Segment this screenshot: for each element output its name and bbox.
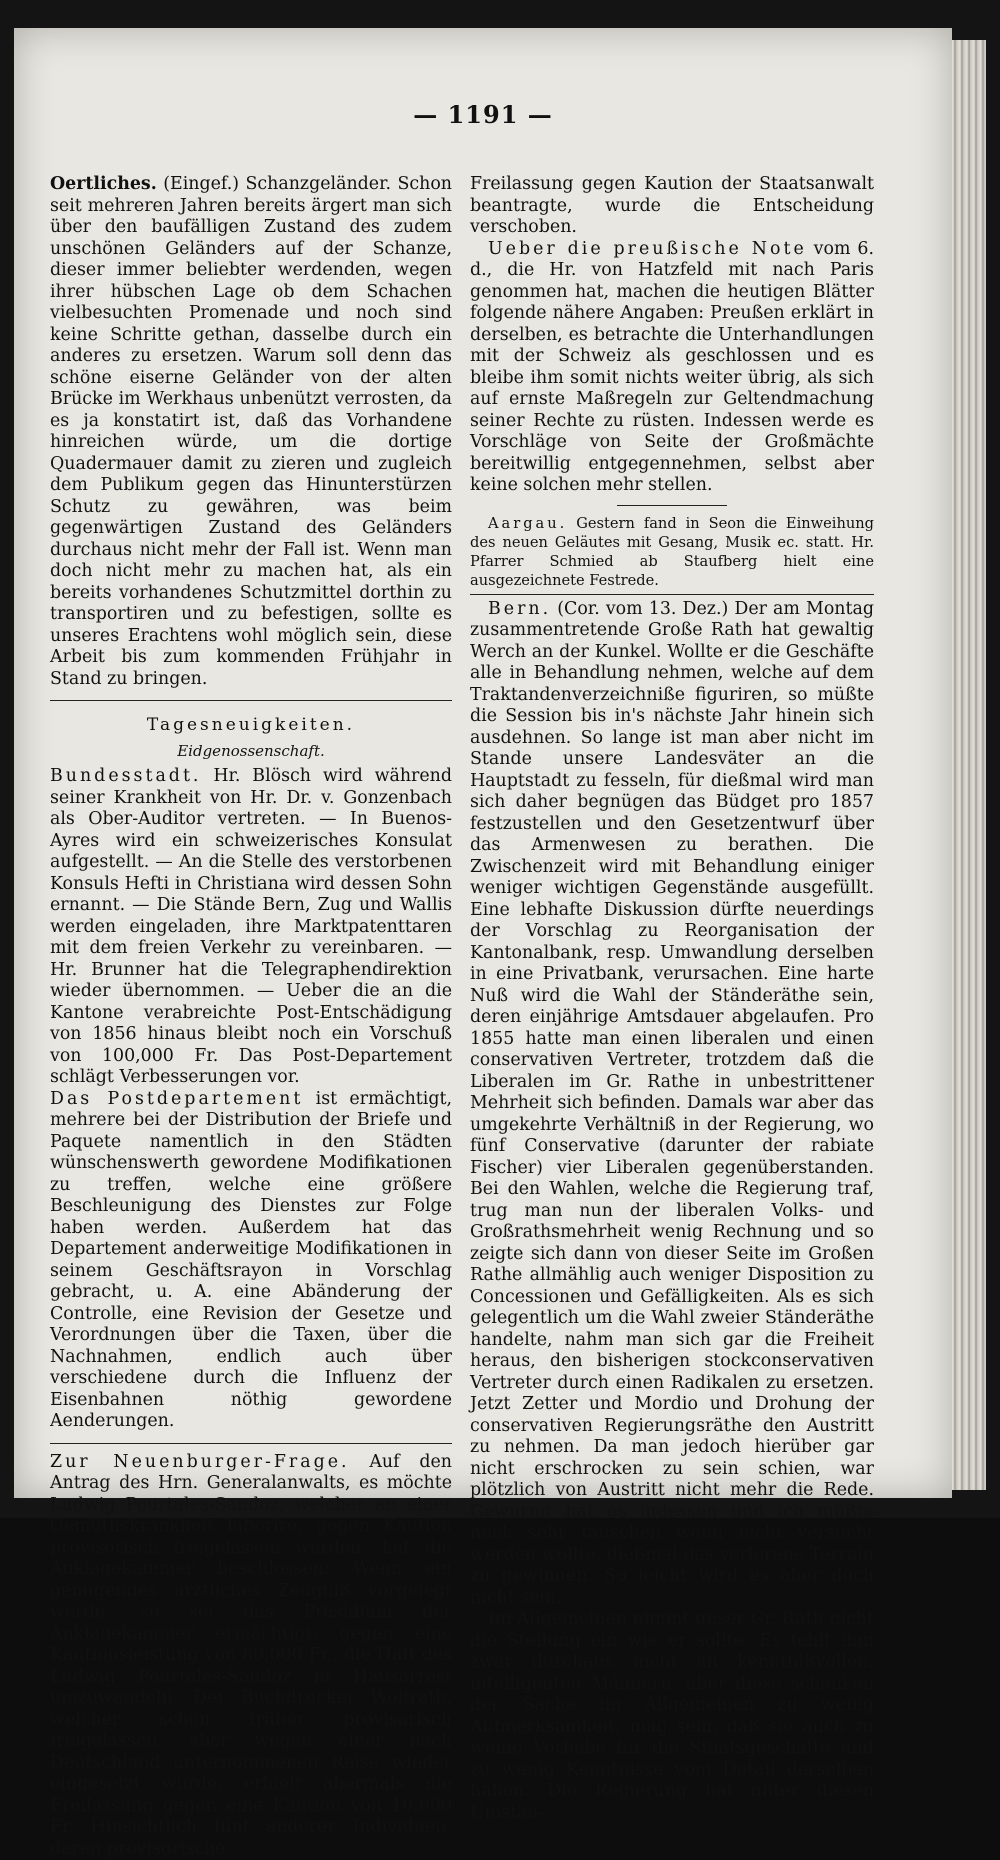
article-heading: Ueber die preußische Note <box>488 239 807 259</box>
article-heading: Das Postdepartement <box>50 1089 303 1109</box>
article-neuenburger-frage <box>50 1452 452 1860</box>
article-preussische-note <box>470 239 874 497</box>
article-bern-continued: Im Allgemeinen nimmt unser Gr. Rath nicht die Stellung ein wie er sollte. Es fehlt ihm zwar durchaus nicht an kenntnißvollen, intelligenten Männern, aber diese schenken der Sache im Allgemeinen zu wenig Aufmerksamkeit; mag sein, daß sie auch zu wenig Vorliebe für die Staatsgeschäfte und zu wenig Kenntnisse vom Detail derselben haben. Die Regierung hat unter diesen Umstän- <box>470 1609 874 1824</box>
article-oertliches <box>50 174 452 690</box>
article-continuation: Freilassung gegen Kaution der Staatsanwalt beantragte, wurde die Entscheidung verschoben. <box>470 174 874 239</box>
section-title: Tagesneuigkeiten. <box>50 715 452 737</box>
article-heading: Bern. <box>488 599 551 619</box>
article-heading: Zur Neuenburger-Frage. <box>50 1452 350 1472</box>
newspaper-page <box>14 28 952 1498</box>
divider <box>50 700 452 701</box>
article-text: Auf den Antrag des Hrn. Generalanwalts, es möchte Ludwig Pourtales-Sandoz, welcher an einer Gemüthskrankheit laborire, gegen Kaution provisorisch freigelassen werden, hat die Anklagekammer beschlossen: Wenn ein genügendes ärztliches Zeugniß vorgelegt werde, so sei das Präsidium der Anklagekammer ermächtigt, gegen eine Kautionsleistung von 80,000 Fr., die Haft des Ludwig Pourtales-Sandoz in Hausarrest umzuwandeln. Der Buchdrucker Wolfrath, welcher schon früher provisorisch freigelassen, aber wegen einer nach Deutschland unternommenen Reise wieder eingesetzt wurde, erhielt abermals die Freilassung gegen eine Kaution von 10,000 Fr. Hinsichtlich fünf anderer Individuen, deren provisorische <box>50 1452 452 1859</box>
article-text: (Cor. vom 13. Dez.) Der am Montag zusammentretende Große Rath hat gewaltig Werch an der Kunkel. Wollte er die Geschäfte alle in Behandlung nehmen, welche auf dem Traktandenverzeichniße figuriren, so müßte die Session bis in's nächste Jahr hinein sich ausdehnen. So lange ist man aber nicht im Stande unsere Landesväter an die Hauptstadt zu fesseln, für dießmal wird man sich daher begnügen das Büdget pro 1857 festzustellen und den Gesetzentwurf über das Armenwesen zu berathen. Die Zwischenzeit wird mit Behandlung einiger weniger wichtigen Gegenstände ausgefüllt. Eine lebhafte Diskussion dürfte neuerdings der Vorschlag zu Reorganisation der Kantonalbank, resp. Umwandlung derselben in eine Privatbank, verursachen. Eine harte Nuß wird die Wahl der Ständeräthe sein, deren einjährige Amtsdauer abgelaufen. Pro 1855 hatte man einen liberalen und einen conservativen Vertreter, trotzdem daß die Liberalen im Gr. Rathe in unbestrittener Mehrheit sich befinden. Damals war aber das umgekehrte Verhältniß in der Regierung, wo fünf Conservative (darunter der rabiate Fischer) vier Liberalen gegenüberstanden. Bei den Wahlen, welche die Regierung traf, trug man nun der liberalen Volks- und Großrathsmehrheit wenig Rechnung und so zeigte sich dann von dieser Seite im Großen Rathe allmählig auch weniger Disposition zu Concessionen und Gefälligkeiten. Als es sich gelegentlich um die Wahl zweier Ständeräthe handelte, nahm man sich gar die Freiheit heraus, den bisherigen stockconservativen Vertreter durch einen Radikalen zu ersetzen. Jetzt Zetter und Mordio und Drohung der conservativen Regierungsräthe den Austritt zu nehmen. Da man jedoch hierüber gar nicht erschrocken zu sein schien, war plötzlich von Austritt nicht mehr die Rede. Gewurmt hat es indessen und ich müßte mich sehr täuschen wenn nicht versucht werden wollte, dießmal das verlorene Terrain zu gewinnen. So leicht wird es aber doch nicht sein. <box>470 599 874 1608</box>
article-text: ist ermächtigt, mehrere bei der Distribution der Briefe und Paquete namentlich in den Städten wünschenswerth gewordene Modifikationen zu treffen, welche eine größere Beschleunigung des Dienstes zur Folge haben werden. Außerdem hat das Departement anderweitige Modifikationen in seinem Geschäftsrayon in Vorschlag gebracht, u. A. eine Abänderung der Controlle, eine Revision der Gesetze und Verordnungen über die Taxen, über die Nachnahmen, endlich auch über verschiedene durch die Influenz der Eisenbahnen nöthig gewordene Aenderungen. <box>50 1089 452 1432</box>
divider <box>617 505 727 506</box>
article-bundesstadt <box>50 766 452 1089</box>
article-postdepartement <box>50 1089 452 1433</box>
divider <box>470 594 874 595</box>
divider <box>50 1443 452 1444</box>
article-text: (Eingef.) Schanzgeländer. Schon seit mehreren Jahren bereits ärgert man sich über den baufälligen Zustand des zudem unschönen Geländers auf der Schanze, dieser immer beliebter werdenden, wegen ihrer hübschen Lage ob dem Schachen vielbesuchten Promenade und noch sind keine Schritte gethan, dasselbe durch ein anderes zu ersetzen. Warum soll denn das schöne eiserne Geländer von der alten Brücke im Werkhaus unbenützt verrosten, da es ja konstatirt ist, daß das Vorhandene hinreichen würde, um die dortige Quadermauer damit zu zieren und zugleich dem Publikum gegen das Hinunterstürzen Schutz zu gewähren, was beim gegenwärtigen Zustand des Geländers durchaus nicht mehr der Fall ist. Wenn man doch nicht mehr zu machen hat, als ein bereits vorhandenes Schutzmittel dorthin zu transportiren und zu befestigen, sollte es unseres Erachtens wohl möglich sein, diese Arbeit bis zum kommenden Frühjahr in Stand zu bringen. <box>50 174 452 689</box>
article-heading: Aargau. <box>488 515 567 532</box>
article-aargau <box>470 514 874 590</box>
sub-section-title: Eidgenossenschaft. <box>50 741 452 763</box>
page-number: — 1191 — <box>14 100 952 129</box>
article-heading: Bundesstadt. <box>50 766 201 786</box>
right-column <box>470 174 874 1824</box>
article-text: Hr. Blösch wird während seiner Krankheit von Hr. Dr. v. Gonzenbach als Ober-Auditor vertreten. — In Buenos-Ayres wird ein schweizerisches Konsulat aufgestellt. — An die Stelle des verstorbenen Konsuls Hefti in Christiana wird dessen Sohn ernannt. — Die Stände Bern, Zug und Wallis werden eingeladen, ihre Marktpatenttaren mit dem freien Verkehr zu vereinbaren. — Hr. Brunner hat die Telegraphendirektion wieder übernommen. — Ueber die an die Kantone verabreichte Post-Entschädigung von 1856 hinaus bleibt noch ein Vorschuß von 100,000 Fr. Das Post-Departement schlägt Verbesserungen vor. <box>50 766 452 1087</box>
article-bern <box>470 599 874 1610</box>
article-text: Gestern fand in Seon die Einweihung des neuen Geläutes mit Gesang, Musik ec. statt. Hr. Pfarrer Schmied ab Staufberg hielt eine ausgezeichnete Festrede. <box>470 515 874 589</box>
article-text: vom 6. d., die Hr. von Hatzfeld mit nach Paris genommen hat, machen die heutigen Blätter folgende nähere Angaben: Preußen erklärt in derselben, es betrachte die Unterhandlungen mit der Schweiz als geschlossen und es bleibe ihm somit nichts weiter übrig, als sich auf ernste Maßregeln zur Geltendmachung seiner Rechte zu rüsten. Indessen werde es Vorschläge von Seite der Großmächte bereitwillig entgegennehmen, selbst aber keine solchen mehr stellen. <box>470 239 874 496</box>
article-heading: Oertliches. <box>50 174 157 194</box>
left-column <box>50 174 452 1860</box>
